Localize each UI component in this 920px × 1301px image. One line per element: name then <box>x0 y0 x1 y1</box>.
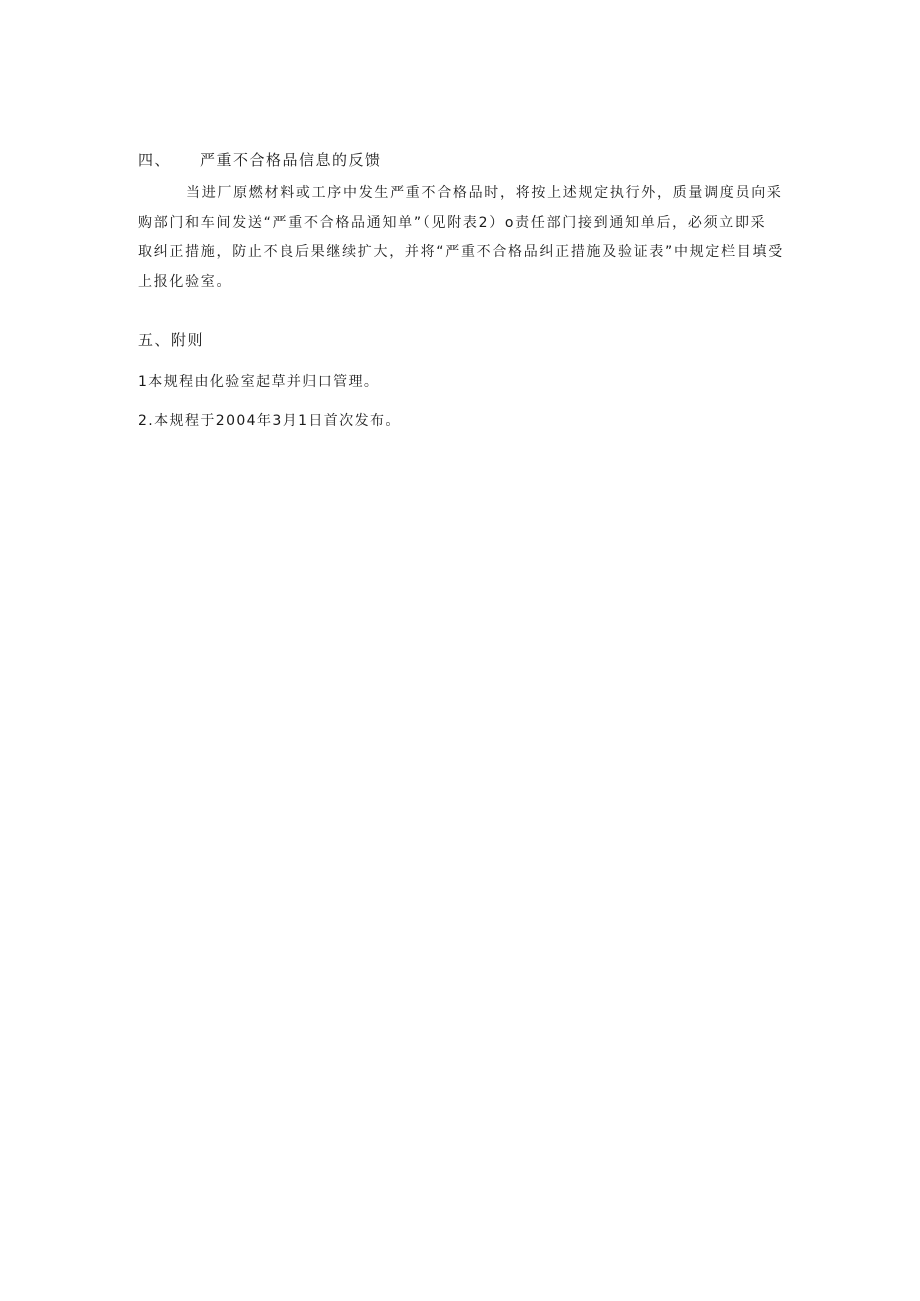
paragraph-line: 上报化验室。 <box>138 273 233 290</box>
paragraph-line: 购部门和车间发送“严重不合格品通知单”（见附表2）o责任部门接到通知单后，必须立即采 <box>138 214 767 231</box>
section-5-heading: 五、附则 <box>138 331 205 349</box>
paragraph-line: 当进厂原燃材料或工序中发生严重不合格品时，将按上述规定执行外，质量调度员向采 <box>186 185 783 201</box>
appendix-item-2: 2.本规程于2004年3月1日首次发布。 <box>138 413 401 429</box>
section-4-number: 四、 <box>138 151 172 169</box>
section-4-paragraph <box>138 179 790 297</box>
appendix-item-1: 1本规程由化验室起草并归口管理。 <box>138 374 380 390</box>
paragraph-line: 取纠正措施，防止不良后果继续扩大，并将“严重不合格品纠正措施及验证表”中规定栏目填受 <box>138 244 784 260</box>
section-4-heading <box>138 149 382 170</box>
section-4-title: 严重不合格品信息的反馈 <box>200 151 382 169</box>
